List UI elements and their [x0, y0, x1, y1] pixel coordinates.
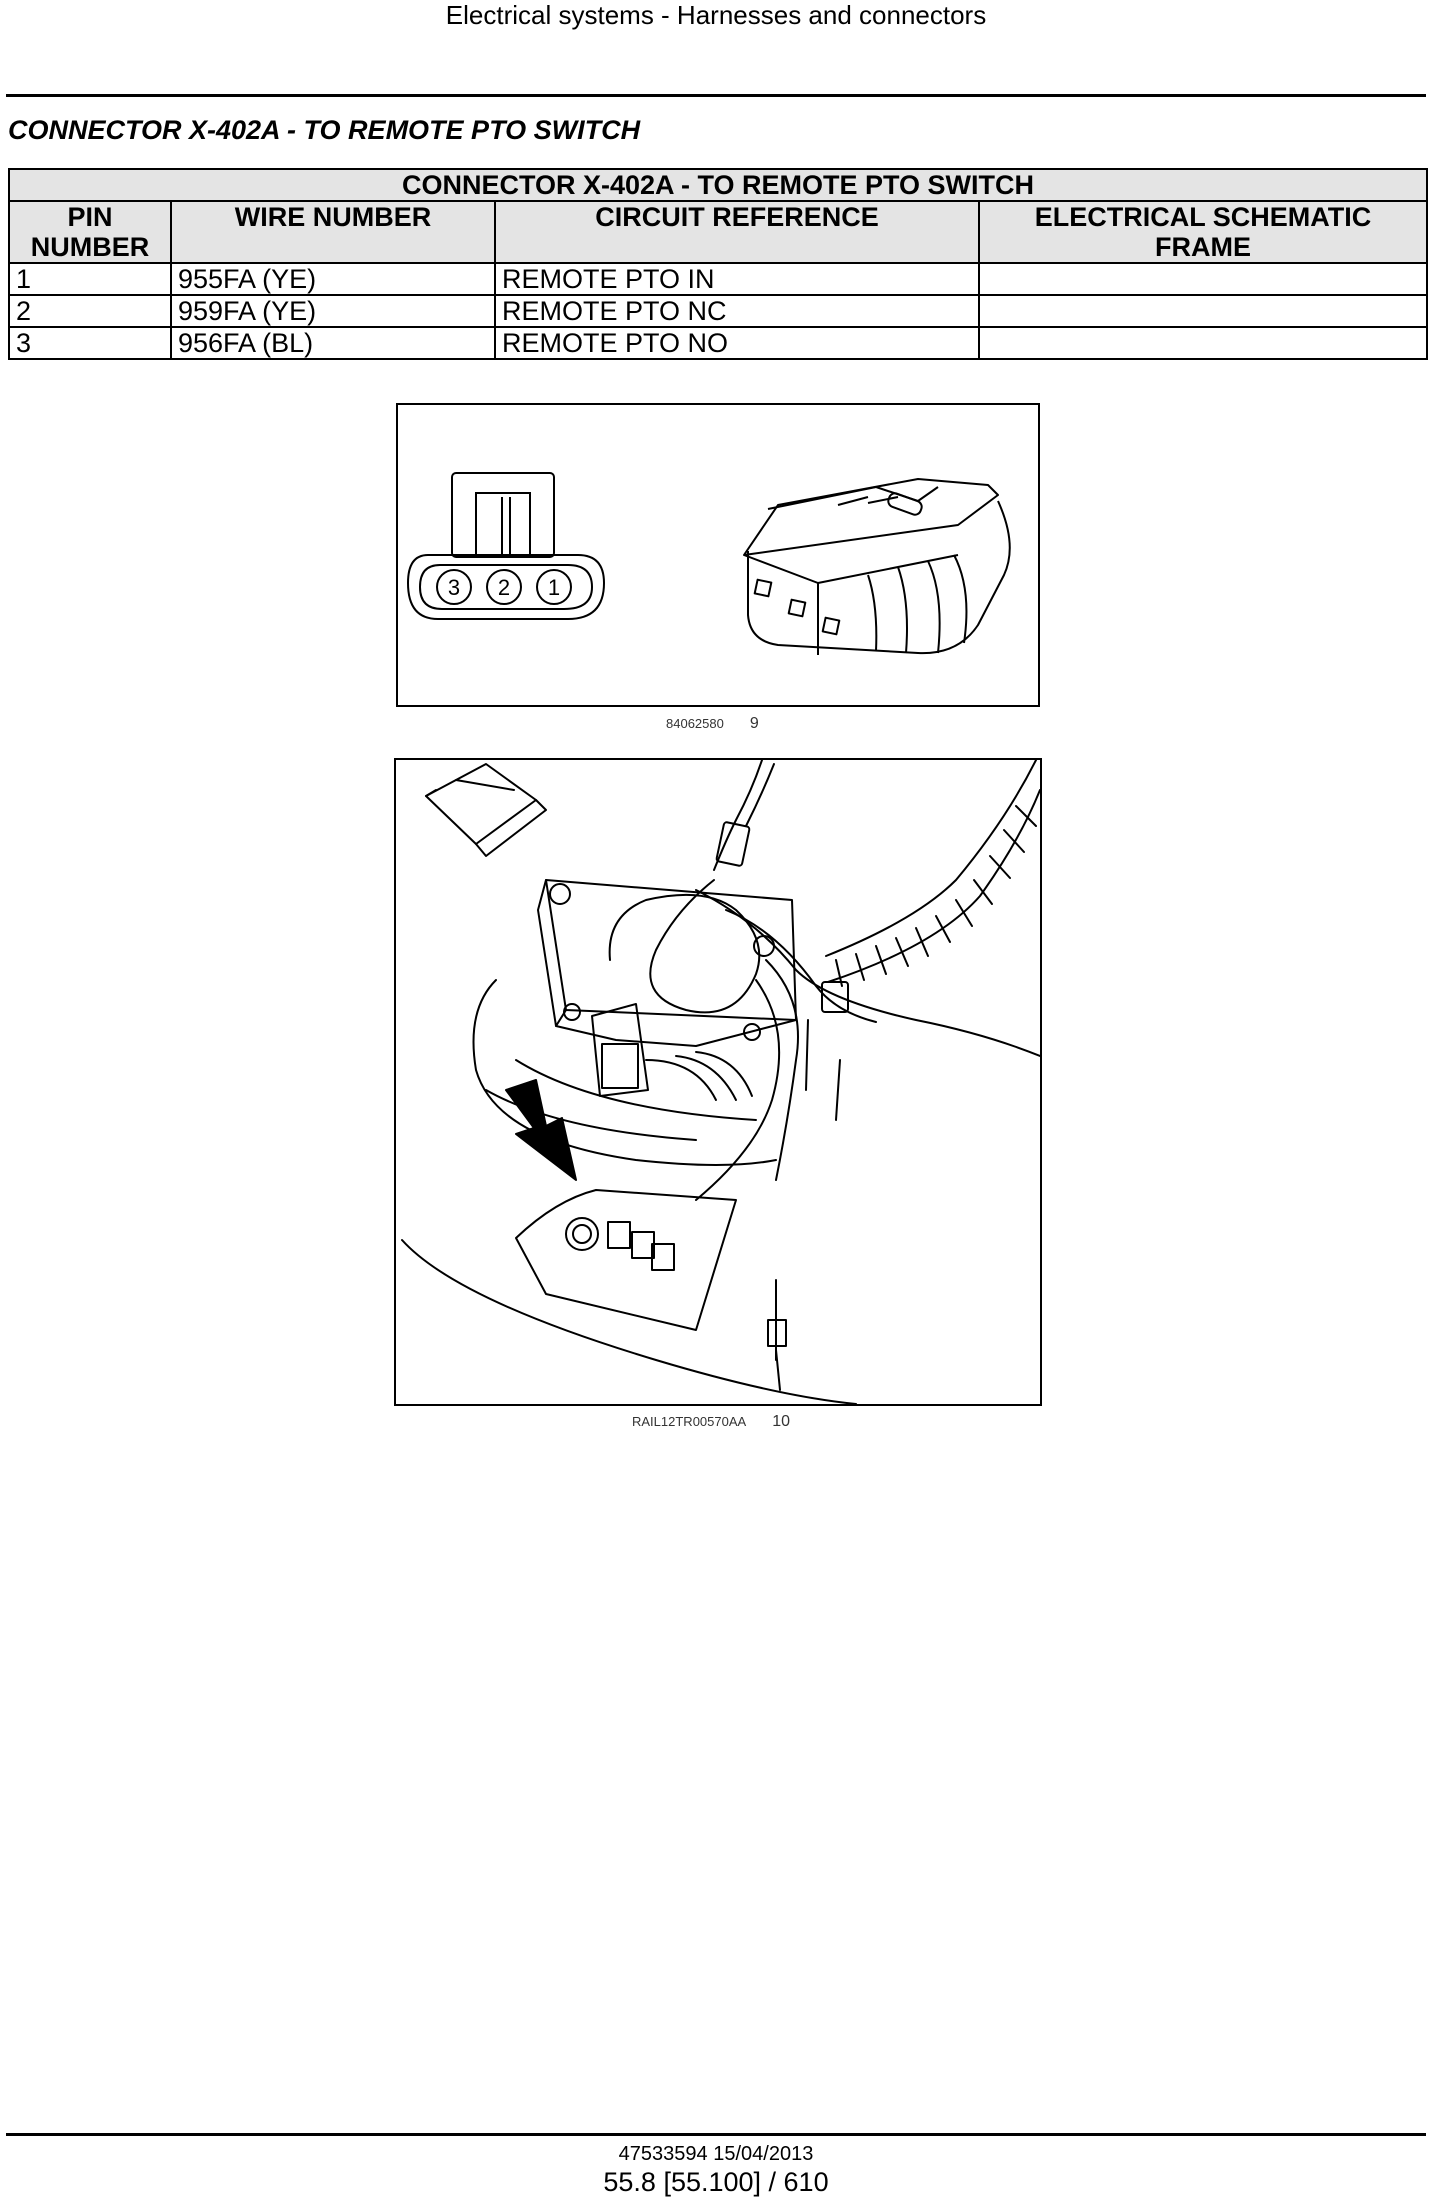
cell-wire: 956FA (BL): [171, 327, 495, 359]
cell-pin: 1: [9, 263, 171, 295]
pin-label-2: 2: [497, 575, 511, 600]
cell-circuit: REMOTE PTO IN: [495, 263, 979, 295]
header-wire-number: WIRE NUMBER: [171, 201, 495, 263]
cell-wire: 959FA (YE): [171, 295, 495, 327]
figure-10-number: 10: [772, 1413, 790, 1430]
figure-10-caption: [632, 1413, 790, 1431]
cell-wire: 955FA (YE): [171, 263, 495, 295]
figure-9-caption: [666, 715, 759, 733]
pin-label-1: 1: [547, 575, 561, 600]
table-row: [9, 295, 1427, 327]
installation-drawing: [396, 760, 1040, 1404]
section-title: CONNECTOR X-402A - TO REMOTE PTO SWITCH: [8, 115, 641, 145]
figure-10-code: RAIL12TR00570AA: [632, 1414, 747, 1429]
connector-drawing: [398, 405, 1038, 705]
connector-table: [8, 168, 1428, 360]
table-row: [9, 327, 1427, 359]
page-header: Electrical systems - Harnesses and connectors: [445, 0, 987, 30]
connector-figure: [396, 403, 1040, 707]
cell-circuit: REMOTE PTO NC: [495, 295, 979, 327]
cell-pin: 3: [9, 327, 171, 359]
table-caption: CONNECTOR X-402A - TO REMOTE PTO SWITCH: [9, 169, 1427, 201]
page-reference: 55.8 [55.100] / 610: [603, 2167, 829, 2197]
cell-frame: [979, 295, 1427, 327]
cell-frame: [979, 263, 1427, 295]
header-circuit-reference: CIRCUIT REFERENCE: [495, 201, 979, 263]
installation-figure: [394, 758, 1042, 1406]
figure-9-code: 84062580: [666, 716, 724, 731]
table-caption-row: [9, 169, 1427, 201]
cell-pin: 2: [9, 295, 171, 327]
cell-frame: [979, 327, 1427, 359]
table-header-row: [9, 201, 1427, 263]
cell-circuit: REMOTE PTO NO: [495, 327, 979, 359]
header-divider: [6, 94, 1426, 97]
footer-divider: [6, 2133, 1426, 2136]
figure-9-number: 9: [749, 715, 759, 732]
header-pin-number: PIN NUMBER: [9, 201, 171, 263]
pin-label-3: 3: [447, 575, 461, 600]
document-id: 47533594 15/04/2013: [618, 2143, 814, 2165]
header-schematic-frame: ELECTRICAL SCHEMATIC FRAME: [979, 201, 1427, 263]
connector-3d-view: [744, 479, 1010, 655]
table-row: [9, 263, 1427, 295]
